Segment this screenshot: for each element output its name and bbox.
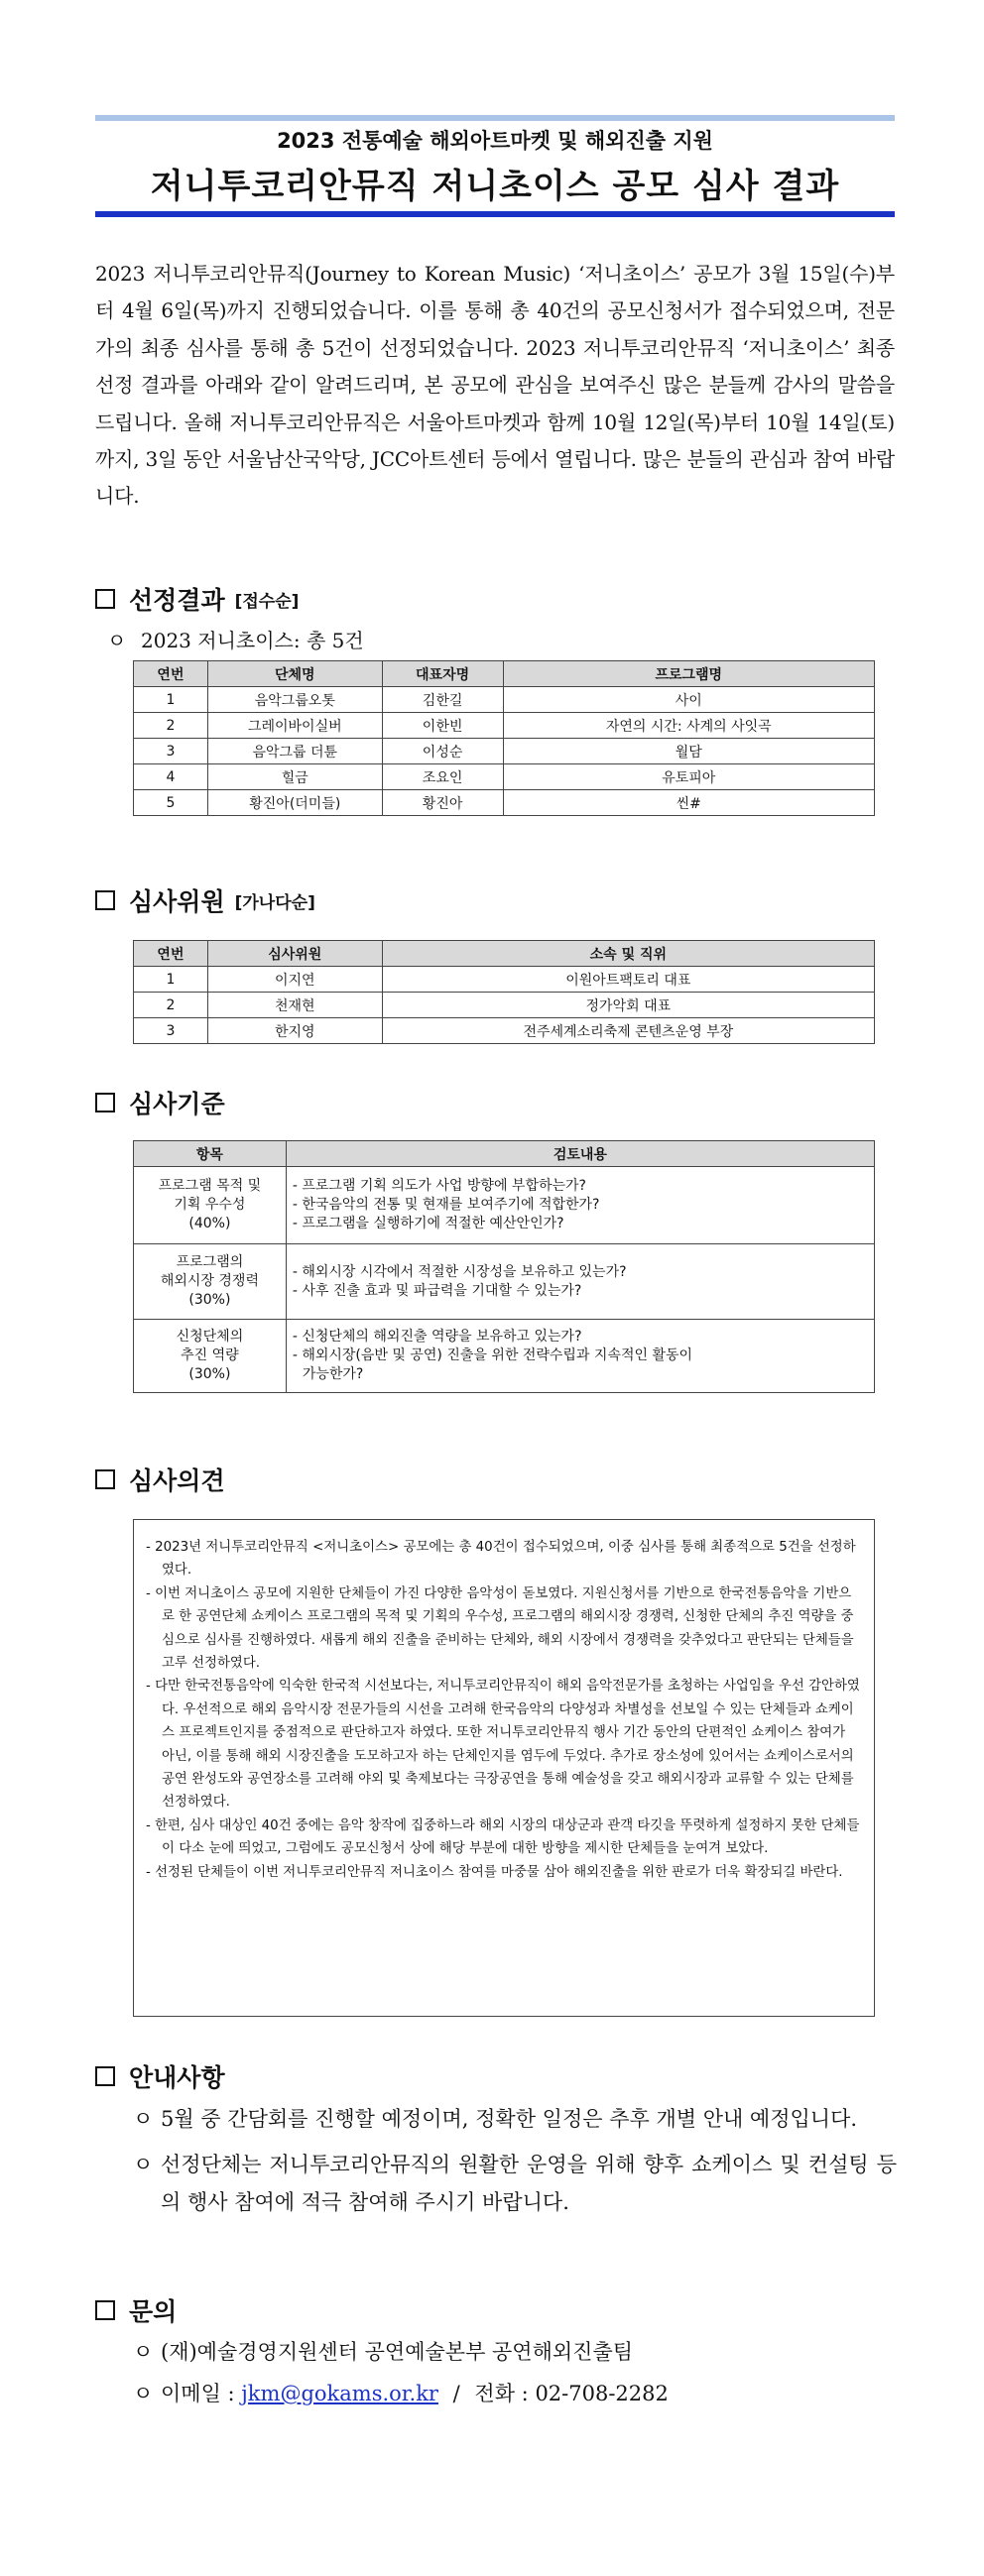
criteria-item: - 신청단체의 해외진출 역량을 보유하고 있는가? xyxy=(292,1329,582,1345)
table-cell: 황진아 xyxy=(382,790,503,816)
criteria-category-line: (30%) xyxy=(188,1292,231,1308)
table-cell: 씬# xyxy=(503,790,875,816)
criteria-item: - 한국음악의 전통 및 현재를 보여주기에 적합한가? xyxy=(292,1197,600,1213)
section-results-heading xyxy=(95,581,299,617)
table-cell: 1 xyxy=(134,687,208,713)
table-row xyxy=(134,993,875,1018)
table-cell: 전주세계소리축제 콘텐츠운영 부장 xyxy=(382,1018,874,1044)
checkbox-square-icon xyxy=(95,1469,115,1489)
section-opinion-title: 심사의견 xyxy=(129,1466,225,1495)
table-cell: 5 xyxy=(134,790,208,816)
table-cell: 사이 xyxy=(503,687,875,713)
notice-item xyxy=(133,2100,897,2138)
table-cell: 4 xyxy=(134,764,208,790)
criteria-item: - 사후 진출 효과 및 파급력을 기대할 수 있는가? xyxy=(292,1282,582,1299)
section-judges-note: [가나다순] xyxy=(234,892,315,913)
criteria-item: - 프로그램 기획 의도가 사업 방향에 부합하는가? xyxy=(292,1178,586,1194)
email-link[interactable]: jkm@gokams.or.kr xyxy=(241,2382,438,2405)
checkbox-square-icon xyxy=(95,1093,115,1112)
contact-org-text: (재)예술경영지원센터 공연예술본부 공연해외진출팀 xyxy=(161,2340,634,2364)
checkbox-square-icon xyxy=(95,589,115,609)
table-cell: 그레이바이실버 xyxy=(207,713,382,739)
criteria-item: - 프로그램을 실행하기에 적절한 예산안인가? xyxy=(292,1216,564,1231)
phone-label: 전화 : xyxy=(474,2382,529,2405)
contact-org xyxy=(133,2336,633,2366)
table-cell: 황진아(더미들) xyxy=(207,790,382,816)
criteria-category-line: 기획 우수성 xyxy=(174,1197,246,1213)
table-header-row xyxy=(134,941,875,967)
results-bullet xyxy=(107,625,364,653)
table-cell: 3 xyxy=(134,739,208,764)
criteria-category-cell xyxy=(134,1244,287,1320)
table-cell: 천재현 xyxy=(207,993,382,1018)
judges-table xyxy=(133,940,875,1044)
opinion-item: - 이번 저니초이스 공모에 지원한 단체들이 가진 다양한 음악성이 돋보였다. 지원신청서를 기반으로 한국전통음악을 기반으로 한 공연단체 쇼케이스 프로그램의 목적 및 기획의 우수성, 프로그램의 해외시장 경쟁력, 신청한 단체의 추진 역량을 중심으로 심사를 진행하였다. 새롭게 해외 진출을 준비하는 단체와, 해외 시장에서 경쟁력을 갖추었다고 판단되는 단체들을 고루 선정하였다. xyxy=(146,1585,854,1672)
criteria-category-cell xyxy=(134,1320,287,1393)
bullet-circle-icon: ㅇ xyxy=(133,2382,154,2405)
contact-separator: / xyxy=(452,2382,460,2405)
table-cell: 2 xyxy=(134,993,208,1018)
table-cell: 김한길 xyxy=(382,687,503,713)
section-judges-title: 심사위원 xyxy=(129,887,225,916)
page-title: 저니투코리안뮤직 저니초이스 공모 심사 결과 xyxy=(150,167,840,206)
opinion-item: - 2023년 저니투코리안뮤직 <저니초이스> 공모에는 총 40건이 접수되었으며, 이중 심사를 통해 최종적으로 5건을 선정하였다. xyxy=(146,1540,856,1579)
table-row xyxy=(134,764,875,790)
criteria-item: - 해외시장(음반 및 공연) 진출을 위한 전략수립과 지속적인 활동이 xyxy=(292,1347,693,1363)
section-judges-heading xyxy=(95,882,315,918)
criteria-table xyxy=(133,1140,875,1393)
criteria-category-line: (30%) xyxy=(188,1366,231,1382)
criteria-category-line: 추진 역량 xyxy=(181,1347,239,1363)
table-header-row xyxy=(134,661,875,687)
table-header-cell: 검토내용 xyxy=(286,1141,874,1167)
notice-item-text: 선정단체는 저니투코리안뮤직의 원활한 운영을 위해 향후 쇼케이스 및 컨설팅 등의 행사 참여에 적극 참여해 주시기 바랍니다. xyxy=(161,2153,897,2214)
opinion-item: - 선정된 단체들이 이번 저니투코리안뮤직 저니초이스 참여를 마중물 삼아 해외진출을 위한 판로가 더욱 확장되길 바란다. xyxy=(146,1864,843,1880)
section-criteria-heading xyxy=(95,1085,225,1120)
header-top-bar xyxy=(95,115,895,121)
criteria-category-line: 해외시장 경쟁력 xyxy=(160,1273,259,1289)
table-header-cell: 소속 및 직위 xyxy=(382,941,874,967)
criteria-category-line: 신청단체의 xyxy=(176,1329,244,1345)
table-row xyxy=(134,713,875,739)
table-cell: 힐금 xyxy=(207,764,382,790)
table-row xyxy=(134,739,875,764)
section-opinion-heading xyxy=(95,1462,225,1497)
table-header-row xyxy=(134,1141,875,1167)
table-header-cell: 프로그램명 xyxy=(503,661,875,687)
table-row xyxy=(134,687,875,713)
table-cell: 월담 xyxy=(503,739,875,764)
contact-line xyxy=(133,2378,669,2407)
criteria-category-line: (40%) xyxy=(188,1216,231,1231)
table-cell: 3 xyxy=(134,1018,208,1044)
table-cell: 이한빈 xyxy=(382,713,503,739)
section-contact-title: 문의 xyxy=(129,2297,178,2326)
criteria-items-cell xyxy=(286,1320,874,1393)
table-cell: 2 xyxy=(134,713,208,739)
bullet-circle-icon: ㅇ xyxy=(107,629,127,652)
opinion-item: - 다만 한국전통음악에 익숙한 한국적 시선보다는, 저니투코리안뮤직이 해외 음악전문가를 초청하는 사업임을 우선 감안하였다. 우선적으로 해외 음악시장 전문가들의 시선을 고려해 한국음악의 다양성과 차별성을 선보일 수 있는 단체들과 쇼케이스 프로젝트인지를 중점적으로 판단하고자 하였다. 또한 저니투코리안뮤직 행사 기간 동안의 단편적인 쇼케이스 참여가 아닌, 이를 통해 해외 시장진출을 도모하고자 하는 단체인지를 염두에 두었다. 추가로 장소성에 있어서는 쇼케이스로서의 공연 완성도와 공연장소를 고려해 야외 및 축제보다는 극장공연을 통해 예술성을 갖고 해외시장과 교류할 수 있는 단체를 선정하였다. xyxy=(146,1679,860,1811)
criteria-items-cell xyxy=(286,1244,874,1320)
criteria-category-cell xyxy=(134,1167,287,1244)
table-header-cell: 대표자명 xyxy=(382,661,503,687)
checkbox-square-icon xyxy=(95,2066,115,2086)
section-contact-heading xyxy=(95,2292,177,2328)
table-cell: 음악그룹 더튠 xyxy=(207,739,382,764)
bullet-circle-icon: ㅇ xyxy=(133,2153,154,2176)
bullet-circle-icon: ㅇ xyxy=(133,2107,154,2131)
section-notice-title: 안내사항 xyxy=(129,2063,225,2092)
table-cell: 자연의 시간: 사계의 사잇곡 xyxy=(503,713,875,739)
table-cell: 이원아트팩토리 대표 xyxy=(382,967,874,993)
table-header-cell: 연번 xyxy=(134,941,208,967)
notice-item-text: 5월 중 간담회를 진행할 예정이며, 정확한 일정은 추후 개별 안내 예정입니다. xyxy=(161,2107,858,2131)
table-row xyxy=(134,1167,875,1244)
criteria-item: 가능한가? xyxy=(302,1366,364,1382)
intro-paragraph: 2023 저니투코리안뮤직(Journey to Korean Music) ‘저니초이스’ 공모가 3월 15일(수)부터 4월 6일(목)까지 진행되었습니다. 이를 통해 총 40건의 공모신청서가 접수되었으며, 전문가의 최종 심사를 통해 총 5건이 선정되었습니다. 2023 저니투코리안뮤직 ‘저니초이스’ 최종 선정 결과를 아래와 같이 알려드리며, 본 공모에 관심을 보여주신 많은 분들께 감사의 말씀을 드립니다. 올해 저니투코리안뮤직은 서울아트마켓과 함께 10월 12일(목)부터 10월 14일(토)까지, 3일 동안 서울남산국악당, JCC아트센터 등에서 열립니다. 많은 분들의 관심과 참여 바랍니다. xyxy=(95,262,895,509)
results-bullet-text: 2023 저니초이스: 총 5건 xyxy=(141,629,364,652)
table-row xyxy=(134,1018,875,1044)
checkbox-square-icon xyxy=(95,2300,115,2320)
notice-list xyxy=(133,2100,897,2221)
table-row xyxy=(134,1320,875,1393)
email-label: 이메일 : xyxy=(161,2382,235,2405)
bullet-circle-icon: ㅇ xyxy=(133,2340,154,2364)
table-row xyxy=(134,1244,875,1320)
section-results-title: 선정결과 xyxy=(129,586,225,615)
opinion-box xyxy=(133,1519,875,2017)
table-cell: 1 xyxy=(134,967,208,993)
checkbox-square-icon xyxy=(95,890,115,910)
table-cell: 한지영 xyxy=(207,1018,382,1044)
phone-number: 02-708-2282 xyxy=(535,2382,669,2405)
notice-item xyxy=(133,2146,897,2221)
table-row xyxy=(134,967,875,993)
criteria-item: - 해외시장 시각에서 적절한 시장성을 보유하고 있는가? xyxy=(292,1263,627,1280)
table-header-cell: 심사위원 xyxy=(207,941,382,967)
section-notice-heading xyxy=(95,2058,225,2094)
table-header-cell: 단체명 xyxy=(207,661,382,687)
section-results-note: [접수순] xyxy=(234,591,300,612)
table-cell: 이성순 xyxy=(382,739,503,764)
page-subtitle: 2023 전통예술 해외아트마켓 및 해외진출 지원 xyxy=(277,129,713,153)
table-cell: 유토피아 xyxy=(503,764,875,790)
results-table xyxy=(133,660,875,816)
table-cell: 이지연 xyxy=(207,967,382,993)
title-underline xyxy=(95,211,895,217)
section-criteria-title: 심사기준 xyxy=(129,1090,225,1118)
criteria-category-line: 프로그램의 xyxy=(176,1254,244,1270)
table-cell: 정가악회 대표 xyxy=(382,993,874,1018)
table-cell: 음악그룹오톳 xyxy=(207,687,382,713)
table-header-cell: 연번 xyxy=(134,661,208,687)
table-header-cell: 항목 xyxy=(134,1141,287,1167)
criteria-category-line: 프로그램 목적 및 xyxy=(158,1178,262,1194)
table-row xyxy=(134,790,875,816)
table-cell: 조요인 xyxy=(382,764,503,790)
criteria-items-cell xyxy=(286,1167,874,1244)
opinion-item: - 한편, 심사 대상인 40건 중에는 음악 창작에 집중하느라 해외 시장의 대상군과 관객 타깃을 뚜렷하게 설정하지 못한 단체들이 다소 눈에 띄었고, 그럼에도 공모신청서 상에 해당 부분에 대한 방향을 제시한 단체들을 눈여겨 보았다. xyxy=(146,1817,860,1857)
